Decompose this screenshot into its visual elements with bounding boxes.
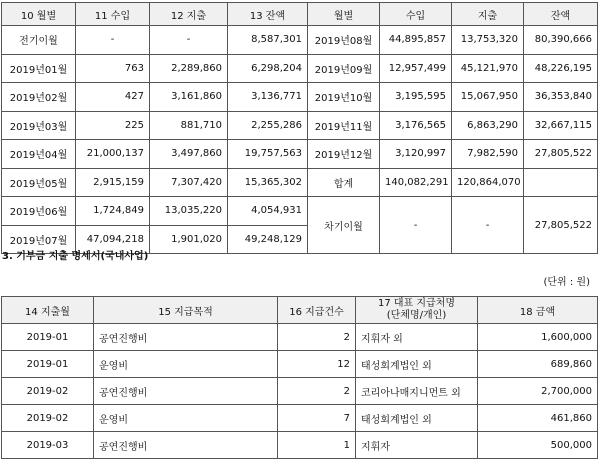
table-cell: 500,000	[478, 432, 598, 459]
table-cell: 80,390,666	[524, 26, 598, 55]
table-cell: 461,860	[478, 405, 598, 432]
table-cell: 27,805,522	[524, 197, 598, 254]
table-cell: 427	[76, 83, 150, 112]
table-cell: 2,289,860	[150, 54, 228, 83]
table-cell: 운영비	[94, 405, 278, 432]
table-row	[2, 83, 598, 112]
table-cell: 공연진행비	[94, 378, 278, 405]
table-cell: 전기이월	[2, 26, 76, 55]
table-row	[2, 111, 598, 140]
table-cell: 공연진행비	[94, 432, 278, 459]
table-cell: 49,248,129	[228, 225, 308, 254]
table-cell: 4,054,931	[228, 197, 308, 226]
table-cell: 코리아나매지니먼트 외	[356, 378, 478, 405]
table-cell: 2019-02	[2, 378, 94, 405]
col-header: 14 지출월	[2, 297, 94, 324]
col-header-line: 17 대표 지급처명	[377, 298, 456, 309]
table-row	[2, 168, 598, 197]
table-header-row	[2, 297, 598, 324]
table-cell: 21,000,137	[76, 140, 150, 169]
table-row	[2, 324, 598, 351]
table-cell: 2,915,159	[76, 168, 150, 197]
table-cell: 3,120,997	[380, 140, 452, 169]
table-cell: 7	[278, 405, 356, 432]
table-row	[2, 405, 598, 432]
table-cell: 32,667,115	[524, 111, 598, 140]
table-cell: 45,121,970	[452, 54, 524, 83]
table-cell: 3,497,860	[150, 140, 228, 169]
table-cell	[524, 168, 598, 197]
table-cell: 3,161,860	[150, 83, 228, 112]
table-cell: -	[452, 197, 524, 254]
col-header: 12 지출	[150, 3, 228, 26]
table-row	[2, 26, 598, 55]
col-header: 15 지급목적	[94, 297, 278, 324]
table-cell: 2019년02월	[2, 83, 76, 112]
table-cell: 6,298,204	[228, 54, 308, 83]
table-cell: 6,863,290	[452, 111, 524, 140]
income-expense-table	[1, 2, 598, 254]
table-cell: 운영비	[94, 351, 278, 378]
donation-expense-table	[1, 296, 598, 459]
table-cell: 881,710	[150, 111, 228, 140]
table-cell: 15,067,950	[452, 83, 524, 112]
total-label: 합계	[308, 168, 380, 197]
table-cell: 763	[76, 54, 150, 83]
table-cell: 2	[278, 378, 356, 405]
table-cell: 13,035,220	[150, 197, 228, 226]
table-row	[2, 432, 598, 459]
table-cell: 태성회계법인 외	[356, 405, 478, 432]
table-row	[2, 378, 598, 405]
table-cell: -	[76, 26, 150, 55]
table-cell: 13,753,320	[452, 26, 524, 55]
table-cell: 2019-03	[2, 432, 94, 459]
table-cell: 19,757,563	[228, 140, 308, 169]
table-cell: 15,365,302	[228, 168, 308, 197]
table-cell: 2019년06월	[2, 197, 76, 226]
table-cell: 1,600,000	[478, 324, 598, 351]
table-cell: 2019년12월	[308, 140, 380, 169]
table-cell: 3,195,595	[380, 83, 452, 112]
table-cell: 2019-01	[2, 351, 94, 378]
table-cell: 44,895,857	[380, 26, 452, 55]
col-header	[356, 297, 478, 324]
table-cell: -	[150, 26, 228, 55]
table-row	[2, 140, 598, 169]
table-cell: 2019년01월	[2, 54, 76, 83]
table-cell: 1,901,020	[150, 225, 228, 254]
table-cell: -	[380, 197, 452, 254]
table-cell: 2019년04월	[2, 140, 76, 169]
table-cell: 지휘자 외	[356, 324, 478, 351]
table-cell: 2019년09월	[308, 54, 380, 83]
table-cell: 12	[278, 351, 356, 378]
table-cell: 2019-02	[2, 405, 94, 432]
col-header: 10 월별	[2, 3, 76, 26]
table-cell: 태성회계법인 외	[356, 351, 478, 378]
col-header: 13 잔액	[228, 3, 308, 26]
col-header-line: (단체명/개인)	[386, 310, 447, 321]
table-header-row	[2, 3, 598, 26]
table-cell: 지휘자	[356, 432, 478, 459]
table-cell: 12,957,499	[380, 54, 452, 83]
table-cell: 225	[76, 111, 150, 140]
table-cell: 2019년07월	[2, 225, 76, 254]
table-cell: 8,587,301	[228, 26, 308, 55]
col-header: 월별	[308, 3, 380, 26]
table-cell: 2019년08월	[308, 26, 380, 55]
table-cell: 140,082,291	[380, 168, 452, 197]
table-cell: 36,353,840	[524, 83, 598, 112]
table-cell: 27,805,522	[524, 140, 598, 169]
table-cell: 2,255,286	[228, 111, 308, 140]
table-cell: 2,700,000	[478, 378, 598, 405]
table-cell: 3,176,565	[380, 111, 452, 140]
table-cell: 2	[278, 324, 356, 351]
col-header: 지출	[452, 3, 524, 26]
table-cell: 48,226,195	[524, 54, 598, 83]
table-cell: 2019년10월	[308, 83, 380, 112]
col-header: 수입	[380, 3, 452, 26]
unit-note: (단위 : 원)	[543, 277, 590, 288]
col-header: 18 금액	[478, 297, 598, 324]
table-cell: 7,307,420	[150, 168, 228, 197]
table-cell: 689,860	[478, 351, 598, 378]
table-row	[2, 351, 598, 378]
col-header: 11 수입	[76, 3, 150, 26]
table-cell: 2019년03월	[2, 111, 76, 140]
section-title: 3. 기부금 지출 명세서(국내사업)	[2, 251, 149, 262]
table-cell: 3,136,771	[228, 83, 308, 112]
table-cell: 2019년11월	[308, 111, 380, 140]
table-cell: 공연진행비	[94, 324, 278, 351]
carryover-label: 차기이월	[308, 197, 380, 254]
col-header: 16 지급건수	[278, 297, 356, 324]
table-cell: 120,864,070	[452, 168, 524, 197]
table-row	[2, 197, 598, 226]
table-row	[2, 54, 598, 83]
table-cell: 1	[278, 432, 356, 459]
table-cell: 7,982,590	[452, 140, 524, 169]
table-cell: 47,094,218	[76, 225, 150, 254]
col-header: 잔액	[524, 3, 598, 26]
table-cell: 2019년05월	[2, 168, 76, 197]
table-cell: 1,724,849	[76, 197, 150, 226]
table-cell: 2019-01	[2, 324, 94, 351]
